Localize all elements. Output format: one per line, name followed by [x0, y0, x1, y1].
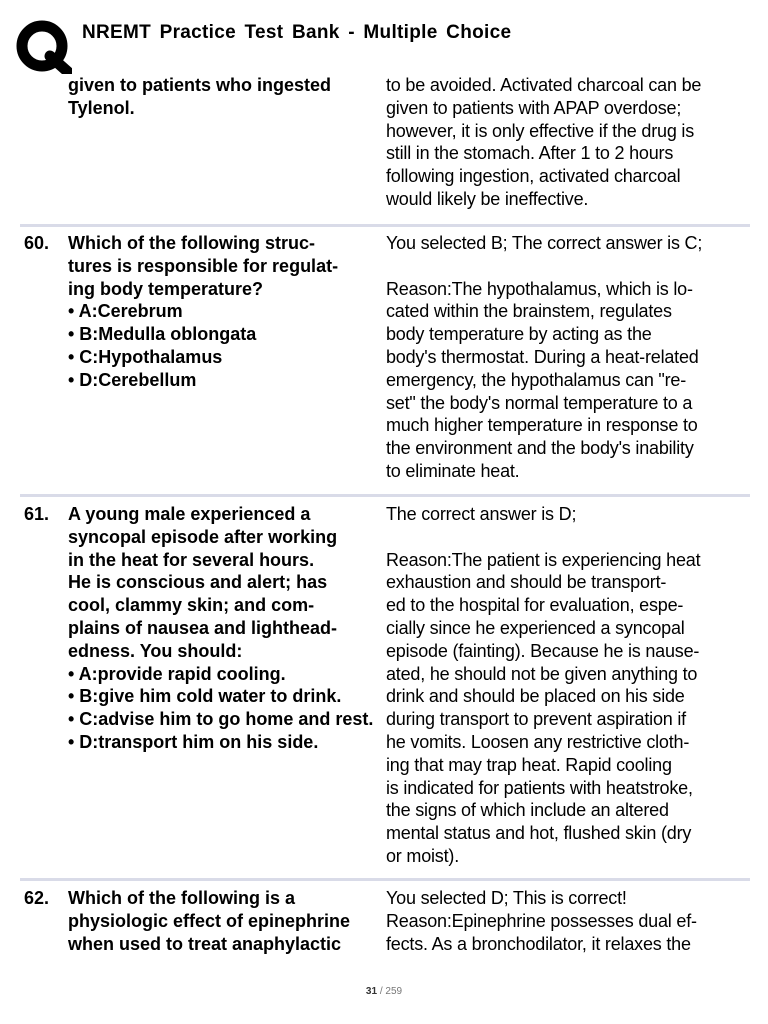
question-number: 62. — [24, 888, 50, 908]
answer-option-a: • A:provide rapid cooling. — [68, 663, 286, 684]
answer-explanation: You selected B; The correct answer is C; Reason:The hypothalamus, which is lo- cated within the brainstem, regulates body temperature by acting as the body's thermostat. During a heat-related emergency, the hypothalamus can "re- set" the body's normal temperature to a much higher temperature in response to the environment and the body's inability to eliminate heat. — [386, 233, 703, 481]
question-text — [68, 74, 386, 120]
page-indicator — [0, 986, 768, 997]
answer-option-c: • C:Hypothalamus — [68, 346, 223, 367]
question-body: given to patients who ingested Tylenol. — [68, 75, 332, 118]
answer-option-d: • D:transport him on his side. — [68, 731, 319, 752]
answer-option-d: • D:Cerebellum — [68, 369, 197, 390]
q-logo-icon — [16, 20, 72, 74]
question-body: A young male experienced a syncopal episode after working in the heat for several hours. He is conscious and alert; has cool, clammy skin; and com- plains of nausea and lighthead- edness. You should: — [68, 504, 338, 661]
question-text — [68, 887, 386, 955]
question-number: 61. — [24, 504, 50, 524]
answer-option-b: • B:Medulla oblongata — [68, 324, 257, 345]
question-body: Which of the following is a physiologic effect of epinephrine when used to treat anaphylactic — [68, 888, 351, 954]
question-body: Which of the following struc- tures is responsible for regulat- ing body temperature? — [68, 233, 339, 299]
question-number: 60. — [24, 233, 50, 253]
row-divider — [20, 224, 750, 227]
answer-option-b: • B:give him cold water to drink. — [68, 686, 342, 707]
row-divider — [20, 878, 750, 881]
answer-option-a: • A:Cerebrum — [68, 301, 183, 322]
answer-explanation: to be avoided. Activated charcoal can be given to patients with APAP overdose; however, it is only effective if the drug is still in the stomach. After 1 to 2 hours following ingestion, activated charcoal would likely be ineffective. — [386, 75, 702, 209]
answer-explanation: The correct answer is D; Reason:The patient is experiencing heat exhaustion and should be transport- ed to the hospital for evaluation, espe- cially since he experienced a syncopal episode (fainting). Because he is nause- ated, he should not be given anything to drink and should be placed on his side during transport to prevent aspiration if he vomits. Loosen any restrictive cloth- ing that may trap heat. Rapid cooling is indicated for patients with heatstroke, the signs of which include an altered mental status and hot, flushed skin (dry or moist). — [386, 504, 701, 866]
question-text — [68, 232, 386, 392]
question-text — [68, 503, 386, 754]
current-page-number: 31 — [365, 986, 378, 997]
page-separator: / — [377, 986, 386, 997]
answer-option-c: • C:advise him to go home and rest. — [68, 709, 374, 730]
document-title: NREMT Practice Test Bank - Multiple Choice — [82, 22, 512, 43]
total-pages: 259 — [385, 986, 403, 997]
page-header — [0, 0, 768, 70]
answer-explanation: You selected D; This is correct! Reason:Epinephrine possesses dual ef- fects. As a bronchodilator, it relaxes the — [386, 888, 697, 954]
row-divider — [20, 494, 750, 497]
